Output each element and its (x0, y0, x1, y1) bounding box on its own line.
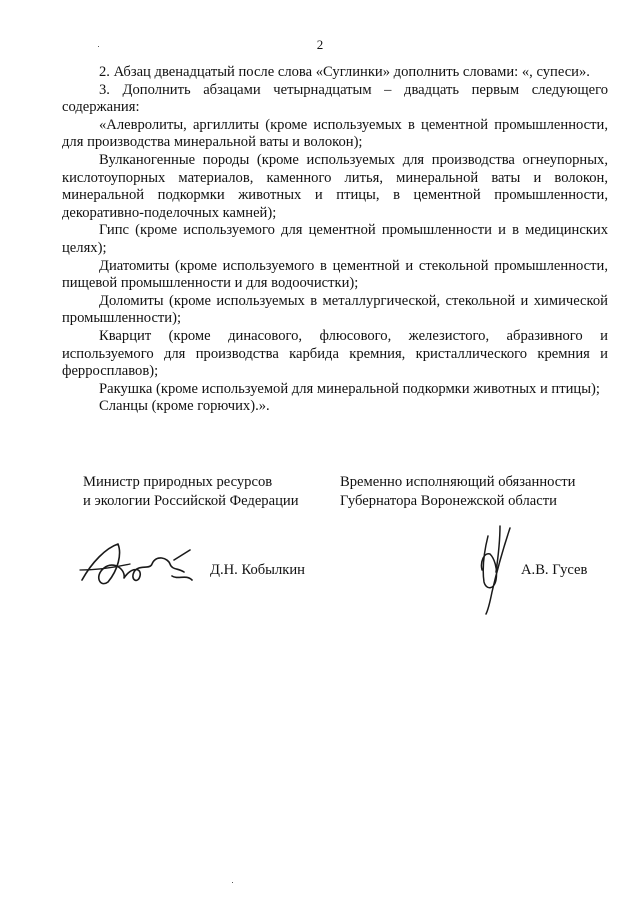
paragraph-vulkanogennye: Вулканогенные породы (кроме используемых для производства огнеупорных, кислотоупорных материалов, каменного литья, минеральной ваты и волокон, минеральной подкормки животных и птицы, в цементной промышленности, декоративно-поделочных камней); (62, 151, 608, 221)
paragraph-rakushka: Ракушка (кроме используемой для минеральной подкормки животных и птицы); (99, 380, 600, 397)
scan-artifact-dot (232, 882, 233, 883)
left-title-line-2: и экологии Российской Федерации (83, 493, 299, 509)
right-title-line-2: Губернатора Воронежской области (340, 493, 557, 509)
right-signatory-name: А.В. Гусев (521, 562, 588, 578)
document-body (62, 64, 608, 416)
paragraph-alevrolity: «Алевролиты, аргиллиты (кроме используемых в цементной промышленности, для производства минеральной ваты и волокон); (62, 116, 608, 151)
paragraph-diatomity: Диатомиты (кроме используемого в цементной и стекольной промышленности, пищевой промышленности и для водоочистки); (62, 257, 608, 292)
paragraph-slancy: Сланцы (кроме горючих).». (99, 398, 270, 415)
gusev-signature (470, 522, 520, 618)
right-title-line-1: Временно исполняющий обязанности (340, 474, 576, 490)
paragraph-dolomity: Доломиты (кроме используемых в металлургической, стекольной и химической промышленности); (62, 292, 608, 327)
kobylkin-signature (78, 540, 198, 588)
paragraph-item-2: 2. Абзац двенадцатый после слова «Суглинки» дополнить словами: «, супеси». (99, 64, 590, 80)
left-title-line-1: Министр природных ресурсов (83, 474, 273, 490)
paragraph-item-3: 3. Дополнить абзацами четырнадцатым – двадцать первым следующего содержания: (62, 81, 608, 116)
page-number: 2 (316, 37, 324, 52)
right-signatory-title (340, 473, 575, 511)
paragraph-kvarcit: Кварцит (кроме динасового, флюсового, железистого, абразивного и используемого для производства карбида кремния, кристаллического кремния и ферросплавов); (62, 327, 608, 380)
left-signatory-title (83, 473, 299, 511)
paragraph-gips: Гипс (кроме используемого для цементной промышленности и в медицинских целях); (62, 222, 608, 256)
left-signatory-name: Д.Н. Кобылкин (210, 562, 305, 578)
scan-artifact-dot (98, 46, 99, 47)
